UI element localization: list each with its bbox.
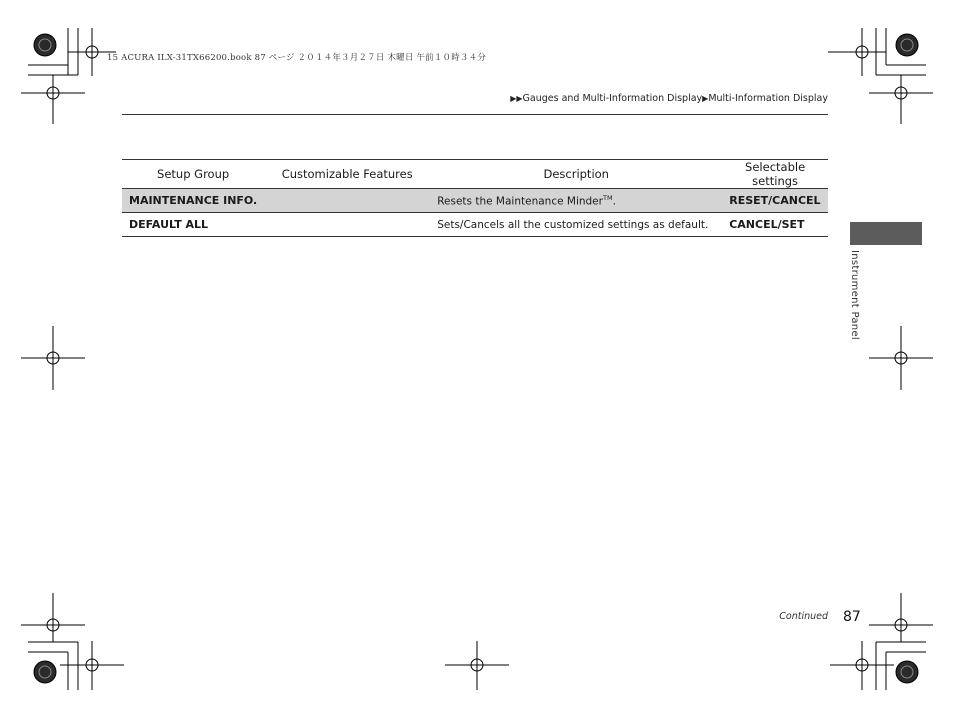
continued-note: Continued (779, 611, 828, 622)
print-header: 15 ACURA ILX-31TX66200.book 87 ページ ２０１４年３月２７日 木曜日 午前１０時３４分 (107, 53, 487, 63)
breadcrumb-separator: ▶ (702, 94, 709, 103)
breadcrumb (510, 93, 828, 104)
table-row (122, 189, 828, 213)
header-description: Description (430, 160, 722, 189)
description-end: . (612, 195, 616, 208)
table-row (122, 213, 828, 237)
cell-feature (264, 189, 430, 213)
chapter-tab[interactable] (850, 222, 922, 245)
header-rule (122, 114, 828, 115)
cell-setup-group: DEFAULT ALL (122, 213, 264, 237)
chapter-tab-label: Instrument Panel (849, 250, 860, 340)
header-setup-group: Setup Group (122, 160, 264, 189)
header-selectable-settings: Selectable settings (722, 160, 828, 189)
description-text: Resets the Maintenance Minder (437, 195, 603, 208)
settings-table (122, 159, 828, 237)
cell-setup-group: MAINTENANCE INFO. (122, 189, 264, 213)
cell-feature (264, 213, 430, 237)
cell-description: Sets/Cancels all the customized settings as default. (430, 213, 722, 237)
page-number: 87 (843, 609, 861, 625)
breadcrumb-arrows: ▶▶ (510, 94, 523, 103)
trademark-sup: TM (602, 193, 613, 202)
cell-description (430, 189, 722, 213)
cell-settings: RESET/CANCEL (722, 189, 828, 213)
table-header-row (122, 160, 828, 189)
breadcrumb-section[interactable]: Gauges and Multi-Information Display (522, 93, 703, 104)
cell-settings: CANCEL/SET (722, 213, 828, 237)
header-customizable-features: Customizable Features (264, 160, 430, 189)
breadcrumb-subsection[interactable]: Multi-Information Display (708, 93, 828, 104)
